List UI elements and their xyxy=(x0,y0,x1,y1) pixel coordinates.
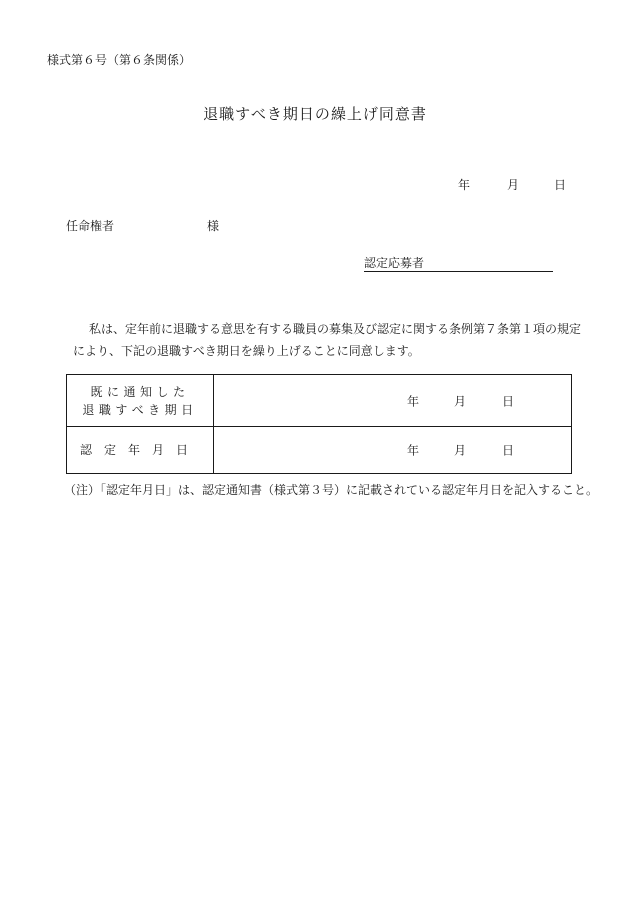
date-month-label: 月 xyxy=(507,178,520,192)
date-year-label: 年 xyxy=(458,178,471,192)
notified-retirement-date-field[interactable] xyxy=(214,375,572,427)
row1-month-label: 月 xyxy=(454,394,467,408)
certification-label-text: 認定年月日 xyxy=(79,443,200,457)
dates-table xyxy=(66,374,572,474)
applicant-label: 認定応募者 xyxy=(364,256,425,270)
document-title: 退職すべき期日の繰上げ同意書 xyxy=(203,105,427,123)
notified-label-line-2: 退職すべき期日 xyxy=(82,402,198,417)
date-day-label: 日 xyxy=(554,178,567,192)
consent-statement xyxy=(73,318,582,362)
appointer-label: 任命権者 xyxy=(66,219,115,233)
certification-date-field[interactable] xyxy=(214,427,572,474)
certification-date-label xyxy=(67,427,214,474)
row1-day-label: 日 xyxy=(502,394,515,408)
notified-retirement-date-label xyxy=(67,375,214,427)
appointer-honorific: 様 xyxy=(207,219,220,233)
consent-statement-line-1: 私は、定年前に退職する意思を有する職員の募集及び認定に関する条例第７条第１項の規定 xyxy=(89,322,582,336)
form-number: 様式第６号（第６条関係） xyxy=(47,53,192,67)
row2-year-label: 年 xyxy=(407,443,420,458)
consent-statement-line-2: により、下記の退職すべき期日を繰り上げることに同意します。 xyxy=(73,344,420,358)
row1-year-label: 年 xyxy=(407,394,420,408)
footnote: （注）「認定年月日」は、認定通知書（様式第３号）に記載されている認定年月日を記入すること。 xyxy=(64,483,599,497)
applicant-signature-field[interactable] xyxy=(364,256,553,272)
row2-day-label: 日 xyxy=(502,443,515,458)
row2-month-label: 月 xyxy=(454,443,467,458)
table-row xyxy=(67,375,572,427)
table-row xyxy=(67,427,572,474)
notified-label-line-1: 既に通知した xyxy=(90,384,190,399)
